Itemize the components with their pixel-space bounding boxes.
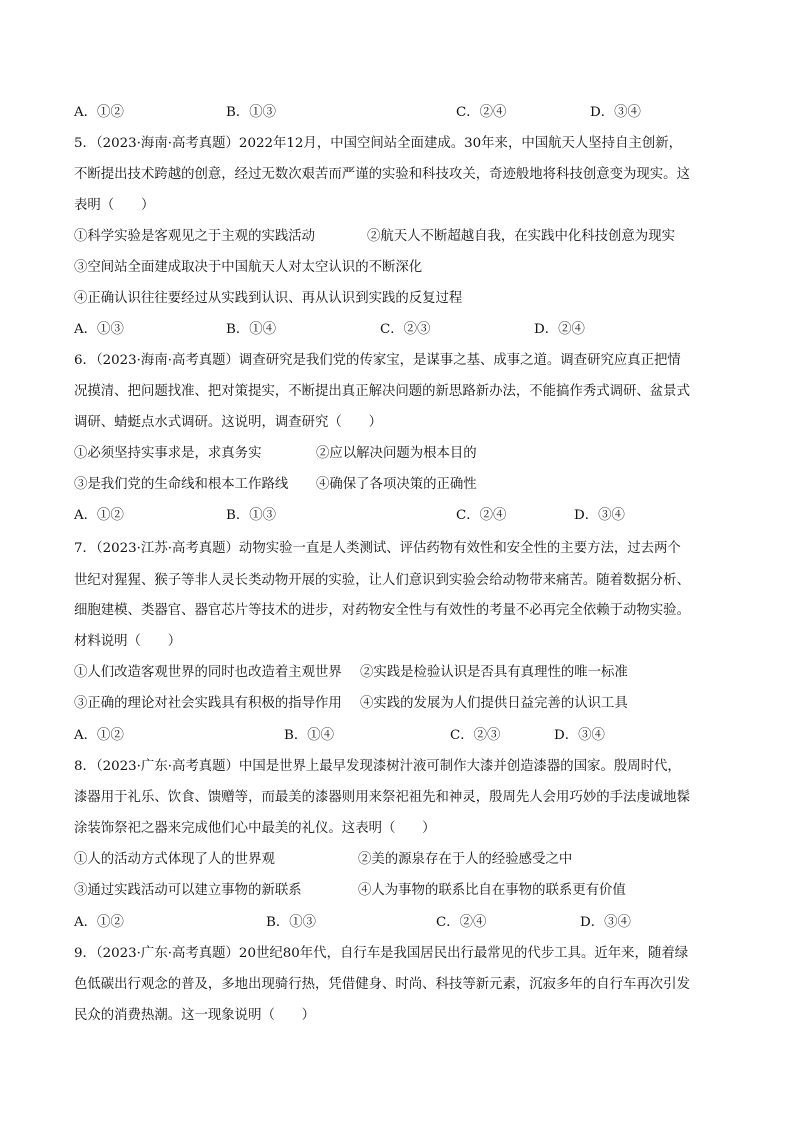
q8-statement-1: ①人的活动方式体现了人的世界观 <box>74 852 275 867</box>
q5-option-d: D．②④ <box>534 322 585 337</box>
q7-statement-1: ①人们改造客观世界的同时也改造着主观世界 <box>74 665 342 680</box>
q6-statements-row-2 <box>74 475 724 495</box>
q9-stem-line-1: 9．（2023·广东·高考真题）20世纪80年代，自行车是我国居民出行最常见的代步工具。近年来，随着绿 <box>74 946 689 961</box>
option-d: D．③④ <box>590 105 641 120</box>
q5-statement-1: ①科学实验是客观见之于主观的实践活动 <box>74 229 316 244</box>
q7-stem-line-2: 世纪对猩猩、猴子等非人灵长类动物开展的实验，让人们意识到实验会给动物带来痛苦。随着数据分析、 <box>74 573 690 588</box>
q7-option-b: B．①④ <box>284 728 335 743</box>
q6-option-c: C．②④ <box>456 508 507 523</box>
q5-statement-2: ②航天人不断超越自我，在实践中化科技创意为现实 <box>367 229 675 244</box>
q7-stem-line-4: 材料说明（ ） <box>74 634 182 649</box>
q8-statement-2: ②美的源泉存在于人的经验感受之中 <box>358 852 573 867</box>
q7-statement-2: ②实践是检验认识是否具有真理性的唯一标准 <box>360 665 628 680</box>
q5-option-c: C．②③ <box>380 322 431 337</box>
q5-options-row <box>74 320 724 340</box>
q7-option-a: A．①② <box>74 728 124 743</box>
q6-option-a: A．①② <box>74 508 124 523</box>
q8-option-c: C．②④ <box>436 915 487 930</box>
q5-statement-3: ③空间站全面建成取决于中国航天人对太空认识的不断深化 <box>74 260 423 275</box>
q8-statements-row-2 <box>74 881 724 901</box>
q6-statement-3: ③是我们党的生命线和根本工作路线 <box>74 477 289 492</box>
option-c: C．②④ <box>456 105 507 120</box>
q5-statement-4: ④正确认识往往要经过从实践到认识、再从认识到实践的反复过程 <box>74 291 463 306</box>
q7-options-row <box>74 726 724 746</box>
q5-option-a: A．①③ <box>74 322 124 337</box>
q6-stem-line-2: 况摸清、把问题找准、把对策提实，不断提出真正解决问题的新思路新办法，不能搞作秀式调研、盆景式 <box>74 384 690 399</box>
q7-statements-row-2 <box>74 694 724 714</box>
q7-option-d: D．③④ <box>554 728 605 743</box>
q8-statement-3: ③通过实践活动可以建立事物的新联系 <box>74 883 302 898</box>
q8-stem-line-1: 8．（2023·广东·高考真题）中国是世界上最早发现漆树汁液可制作大漆并创造漆器的国家。殷周时代， <box>74 759 681 774</box>
q8-option-d: D．③④ <box>580 915 631 930</box>
q8-stem-line-2: 漆器用于礼乐、饮食、馈赠等，而最美的漆器则用来祭祀祖先和神灵，殷周先人会用巧妙的手法虔诚地髹 <box>74 790 690 805</box>
q6-statements-row-1 <box>74 444 724 464</box>
q8-options-row <box>74 913 724 933</box>
q8-option-a: A．①② <box>74 915 124 930</box>
q6-option-b: B．①③ <box>226 508 277 523</box>
q9-stem-line-3: 民众的消费热潮。这一现象说明（ ） <box>74 1008 316 1023</box>
options-row-prev <box>74 103 724 123</box>
q6-stem-line-3: 调研、蜻蜓点水式调研。这说明，调查研究（ ） <box>74 415 382 430</box>
q6-statement-2: ②应以解决问题为根本目的 <box>316 446 477 461</box>
q8-statement-4: ④人为事物的联系比自在事物的联系更有价值 <box>358 883 626 898</box>
q7-option-c: C．②③ <box>450 728 501 743</box>
q9-stem-line-2: 色低碳出行观念的普及，多地出现骑行热，凭借健身、时尚、科技等新元素，沉寂多年的自行车再次引发 <box>74 977 690 992</box>
q5-statements-row-1 <box>74 227 724 247</box>
q7-statements-row-1 <box>74 663 724 683</box>
option-b: B．①③ <box>226 105 277 120</box>
q6-statement-4: ④确保了各项决策的正确性 <box>316 477 477 492</box>
q5-stem-line-3: 表明（ ） <box>74 198 155 213</box>
q7-stem-line-3: 细胞建模、类器官、器官芯片等技术的进步，对药物安全性与有效性的考量不必再完全依赖于动物实验。 <box>74 603 690 618</box>
q6-stem-line-1: 6．（2023·海南·高考真题）调查研究是我们党的传家宝，是谋事之基、成事之道。调查研究应真正把情 <box>74 353 681 368</box>
q8-stem-line-3: 涂装饰祭祀之器来完成他们心中最美的礼仪。这表明（ ） <box>74 821 436 836</box>
q7-statement-3: ③正确的理论对社会实践具有积极的指导作用 <box>74 696 342 711</box>
q5-stem-line-1: 5．（2023·海南·高考真题）2022年12月，中国空间站全面建成。30年来，中国航天人坚持自主创新， <box>74 136 683 151</box>
q5-stem-line-2: 不断提出技术跨越的创意，经过无数次艰苦而严谨的实验和科技攻关，奇迹般地将科技创意变为现实。这 <box>74 167 690 182</box>
q8-option-b: B．①③ <box>266 915 317 930</box>
q8-statements-row-1 <box>74 850 724 870</box>
q6-options-row <box>74 506 724 526</box>
q7-statement-4: ④实践的发展为人们提供日益完善的认识工具 <box>360 696 628 711</box>
q7-stem-line-1: 7．（2023·江苏·高考真题）动物实验一直是人类测试、评估药物有效性和安全性的主要方法，过去两个 <box>74 541 681 556</box>
q6-option-d: D．③④ <box>574 508 625 523</box>
option-a: A．①② <box>74 105 124 120</box>
q5-option-b: B．①④ <box>226 322 277 337</box>
q6-statement-1: ①必须坚持实事求是，求真务实 <box>74 446 262 461</box>
